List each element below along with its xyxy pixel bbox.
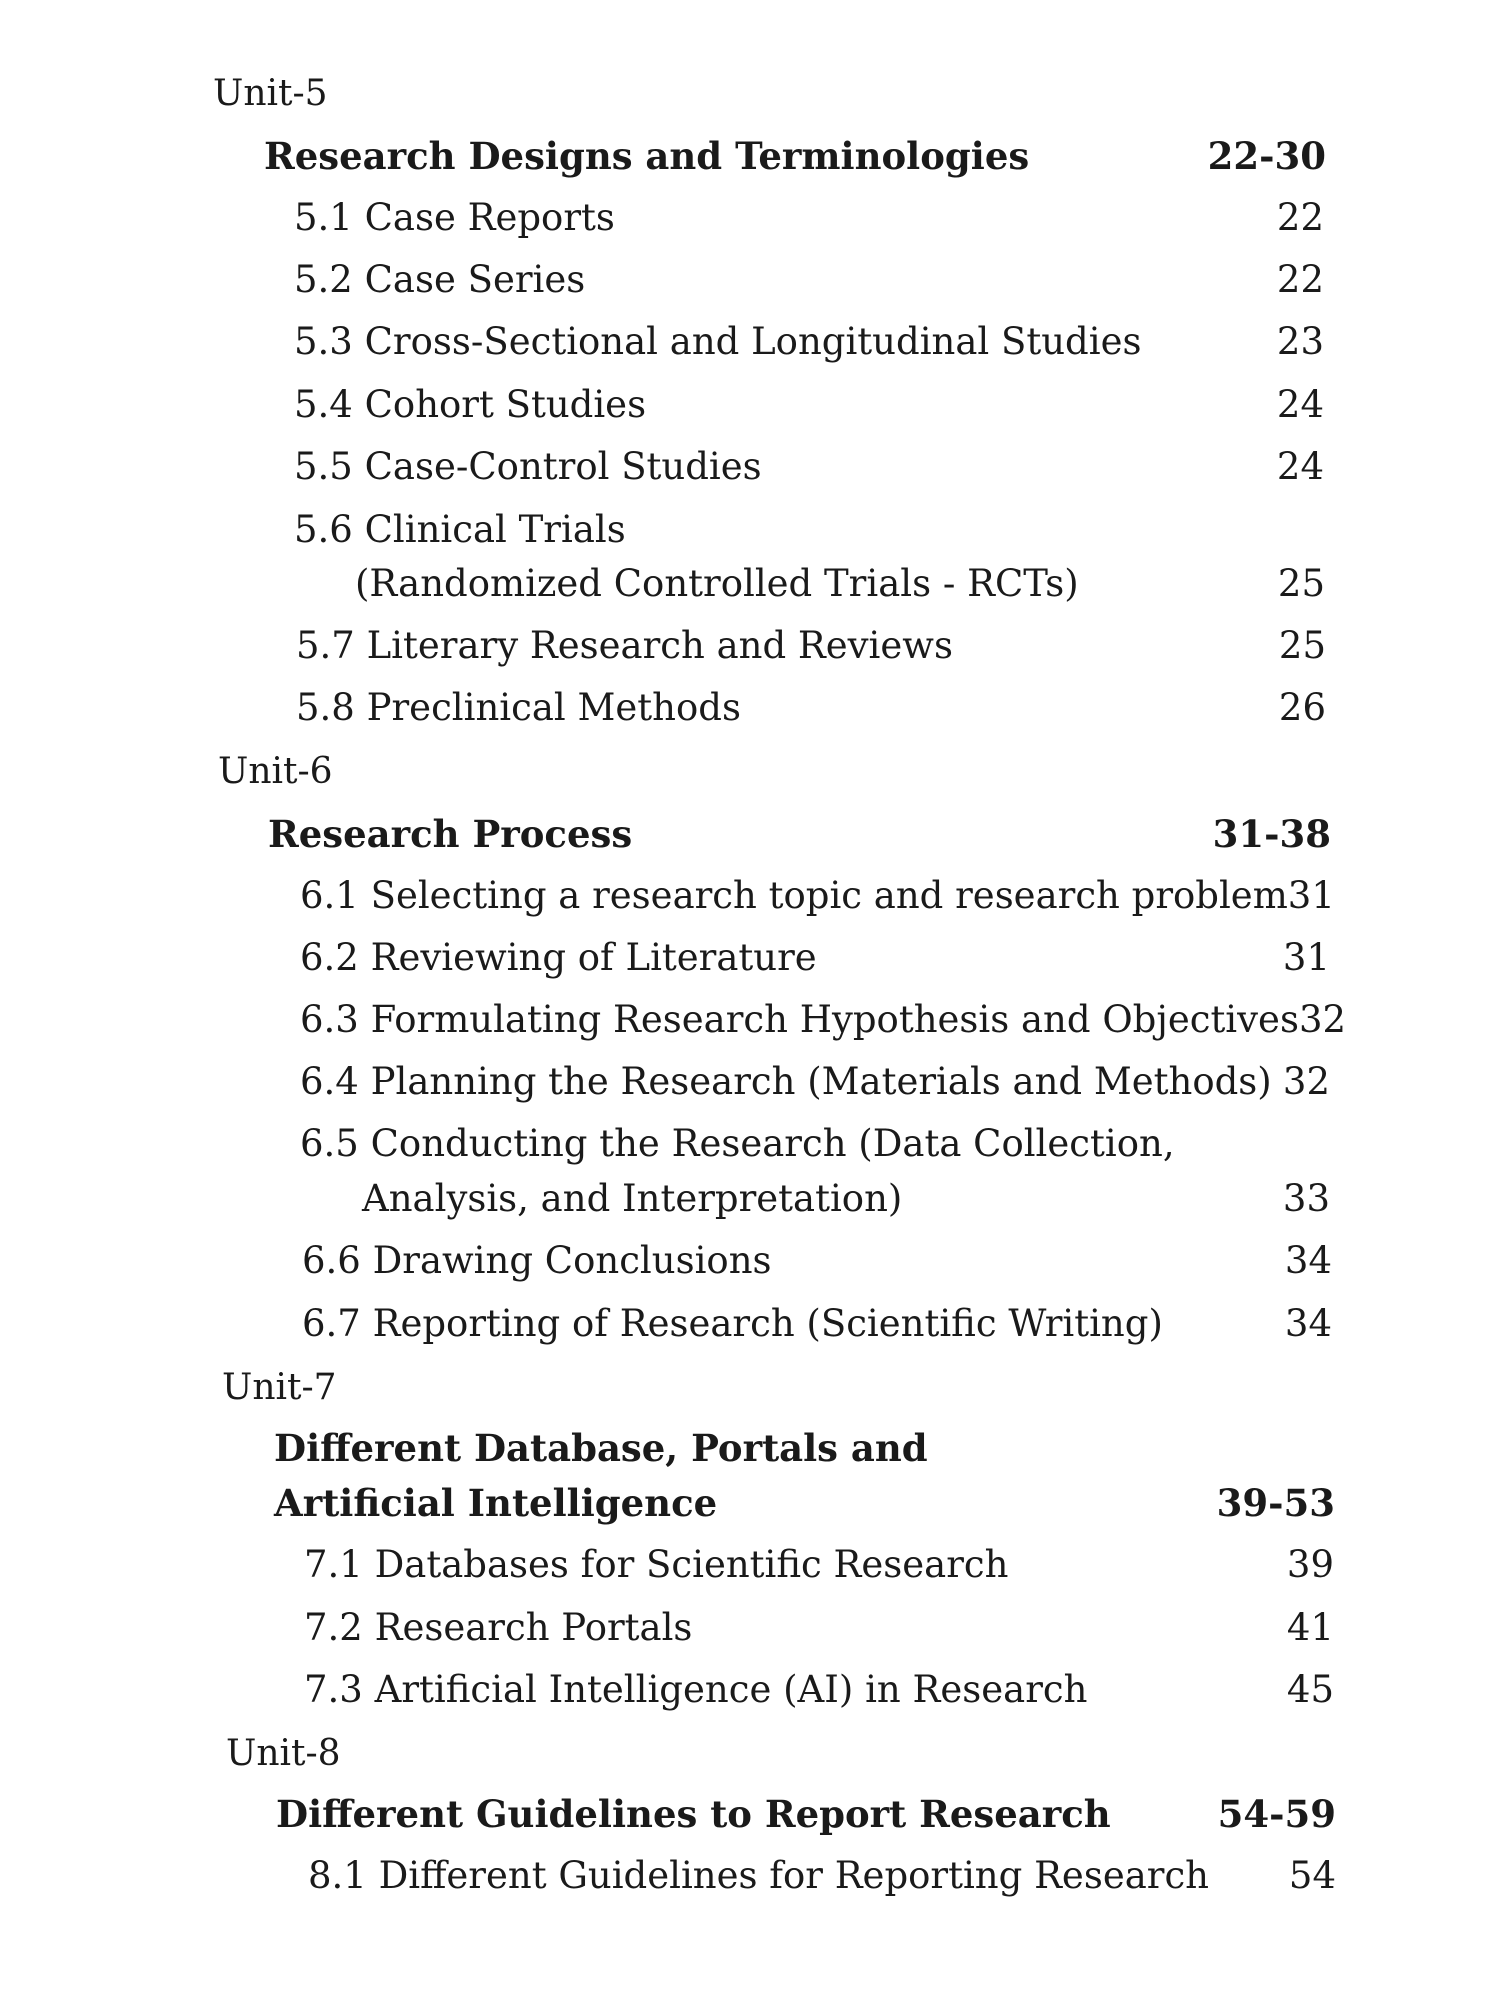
- toc-item-title-continued: Analysis, and Interpretation): [362, 1177, 903, 1220]
- toc-item-title: 6.7 Reporting of Research (Scientific Writing): [302, 1302, 1163, 1345]
- toc-item-title: 5.7 Literary Research and Reviews: [296, 624, 953, 667]
- unit-page-range: 22-30: [1207, 134, 1326, 178]
- toc-item: [308, 1852, 1336, 1900]
- toc-item-page: 45: [1286, 1668, 1334, 1711]
- toc-item-page: 41: [1286, 1606, 1334, 1649]
- unit-heading-continued: Artificial Intelligence: [274, 1481, 718, 1525]
- toc-item: [294, 256, 1324, 304]
- toc-item-title: 5.8 Preclinical Methods: [296, 686, 741, 729]
- toc-item: [300, 872, 1335, 920]
- toc-item: [294, 194, 1324, 242]
- toc-item-page: 31: [1287, 874, 1335, 917]
- toc-item-page: 34: [1284, 1239, 1332, 1282]
- toc-item-page: 31: [1282, 936, 1330, 979]
- unit-label: Unit-7: [222, 1367, 337, 1408]
- toc-item-page: 25: [1277, 562, 1325, 605]
- unit-page-range: 39-53: [1216, 1481, 1335, 1525]
- unit-page-range: 54-59: [1217, 1792, 1336, 1836]
- toc-item: [355, 560, 1325, 608]
- toc-item-title: 7.2 Research Portals: [304, 1606, 693, 1649]
- toc-item-page: 32: [1298, 998, 1347, 1041]
- unit-heading-row: [276, 1790, 1336, 1838]
- toc-item: [300, 1058, 1330, 1106]
- toc-item-page: 22: [1276, 196, 1324, 239]
- toc-item: [294, 443, 1324, 491]
- unit-label: Unit-6: [218, 751, 333, 792]
- toc-item-title: 6.2 Reviewing of Literature: [300, 936, 817, 979]
- toc-item-page: 22: [1276, 258, 1324, 301]
- unit-label: Unit-5: [213, 73, 328, 114]
- toc-item-page: 24: [1276, 383, 1324, 426]
- toc-item: [294, 381, 1324, 429]
- toc-item-page: 24: [1276, 445, 1324, 488]
- toc-item-page: 34: [1284, 1302, 1332, 1345]
- toc-item: [304, 1604, 1334, 1652]
- toc-item-title-continued: (Randomized Controlled Trials - RCTs): [355, 562, 1079, 605]
- toc-item: [294, 318, 1324, 366]
- unit-heading: Research Process: [268, 812, 633, 856]
- unit-heading: Different Database, Portals and: [274, 1426, 928, 1470]
- toc-item-page: 39: [1286, 1543, 1334, 1586]
- unit-heading-row: [274, 1479, 1335, 1527]
- toc-item: [304, 1666, 1334, 1714]
- toc-item: [362, 1175, 1330, 1223]
- unit-heading-row: [268, 810, 1331, 858]
- toc-item-page: 54: [1288, 1854, 1336, 1897]
- toc-item-title: 7.3 Artificial Intelligence (AI) in Research: [304, 1668, 1088, 1711]
- toc-item-title: 8.1 Different Guidelines for Reporting Research: [308, 1854, 1210, 1897]
- toc-item-title: 7.1 Databases for Scientific Research: [304, 1543, 1009, 1586]
- toc-item-page: 26: [1278, 686, 1326, 729]
- toc-item-title: 5.3 Cross-Sectional and Longitudinal Studies: [294, 320, 1142, 363]
- toc-item-page: 23: [1276, 320, 1324, 363]
- toc-item-title: 5.4 Cohort Studies: [294, 383, 647, 426]
- toc-item-title: 5.6 Clinical Trials: [294, 508, 626, 551]
- unit-heading-row: [264, 132, 1326, 180]
- toc-item: [304, 1541, 1334, 1589]
- toc-item: [300, 934, 1330, 982]
- unit-heading: Research Designs and Terminologies: [264, 134, 1030, 178]
- toc-item-title: 5.5 Case-Control Studies: [294, 445, 762, 488]
- toc-item-title: 6.1 Selecting a research topic and research problem: [300, 874, 1288, 917]
- toc-item: [302, 1300, 1332, 1348]
- toc-item-title: 6.6 Drawing Conclusions: [302, 1239, 772, 1282]
- toc-item: [302, 1237, 1332, 1285]
- toc-item: [296, 684, 1326, 732]
- toc-item: [300, 996, 1347, 1044]
- toc-item-title: 6.4 Planning the Research (Materials and Methods): [300, 1060, 1272, 1103]
- unit-label: Unit-8: [226, 1733, 341, 1774]
- toc-item-page: 32: [1282, 1060, 1330, 1103]
- toc-item-title: 5.1 Case Reports: [294, 196, 615, 239]
- unit-page-range: 31-38: [1212, 812, 1331, 856]
- toc-item-title: 5.2 Case Series: [294, 258, 586, 301]
- toc-item-title: 6.5 Conducting the Research (Data Collection,: [300, 1122, 1175, 1165]
- toc-item-title: 6.3 Formulating Research Hypothesis and Objectives: [300, 998, 1299, 1041]
- unit-heading: Different Guidelines to Report Research: [276, 1792, 1111, 1836]
- toc-item-page: 25: [1278, 624, 1326, 667]
- toc-item: [296, 622, 1326, 670]
- toc-item-page: 33: [1282, 1177, 1330, 1220]
